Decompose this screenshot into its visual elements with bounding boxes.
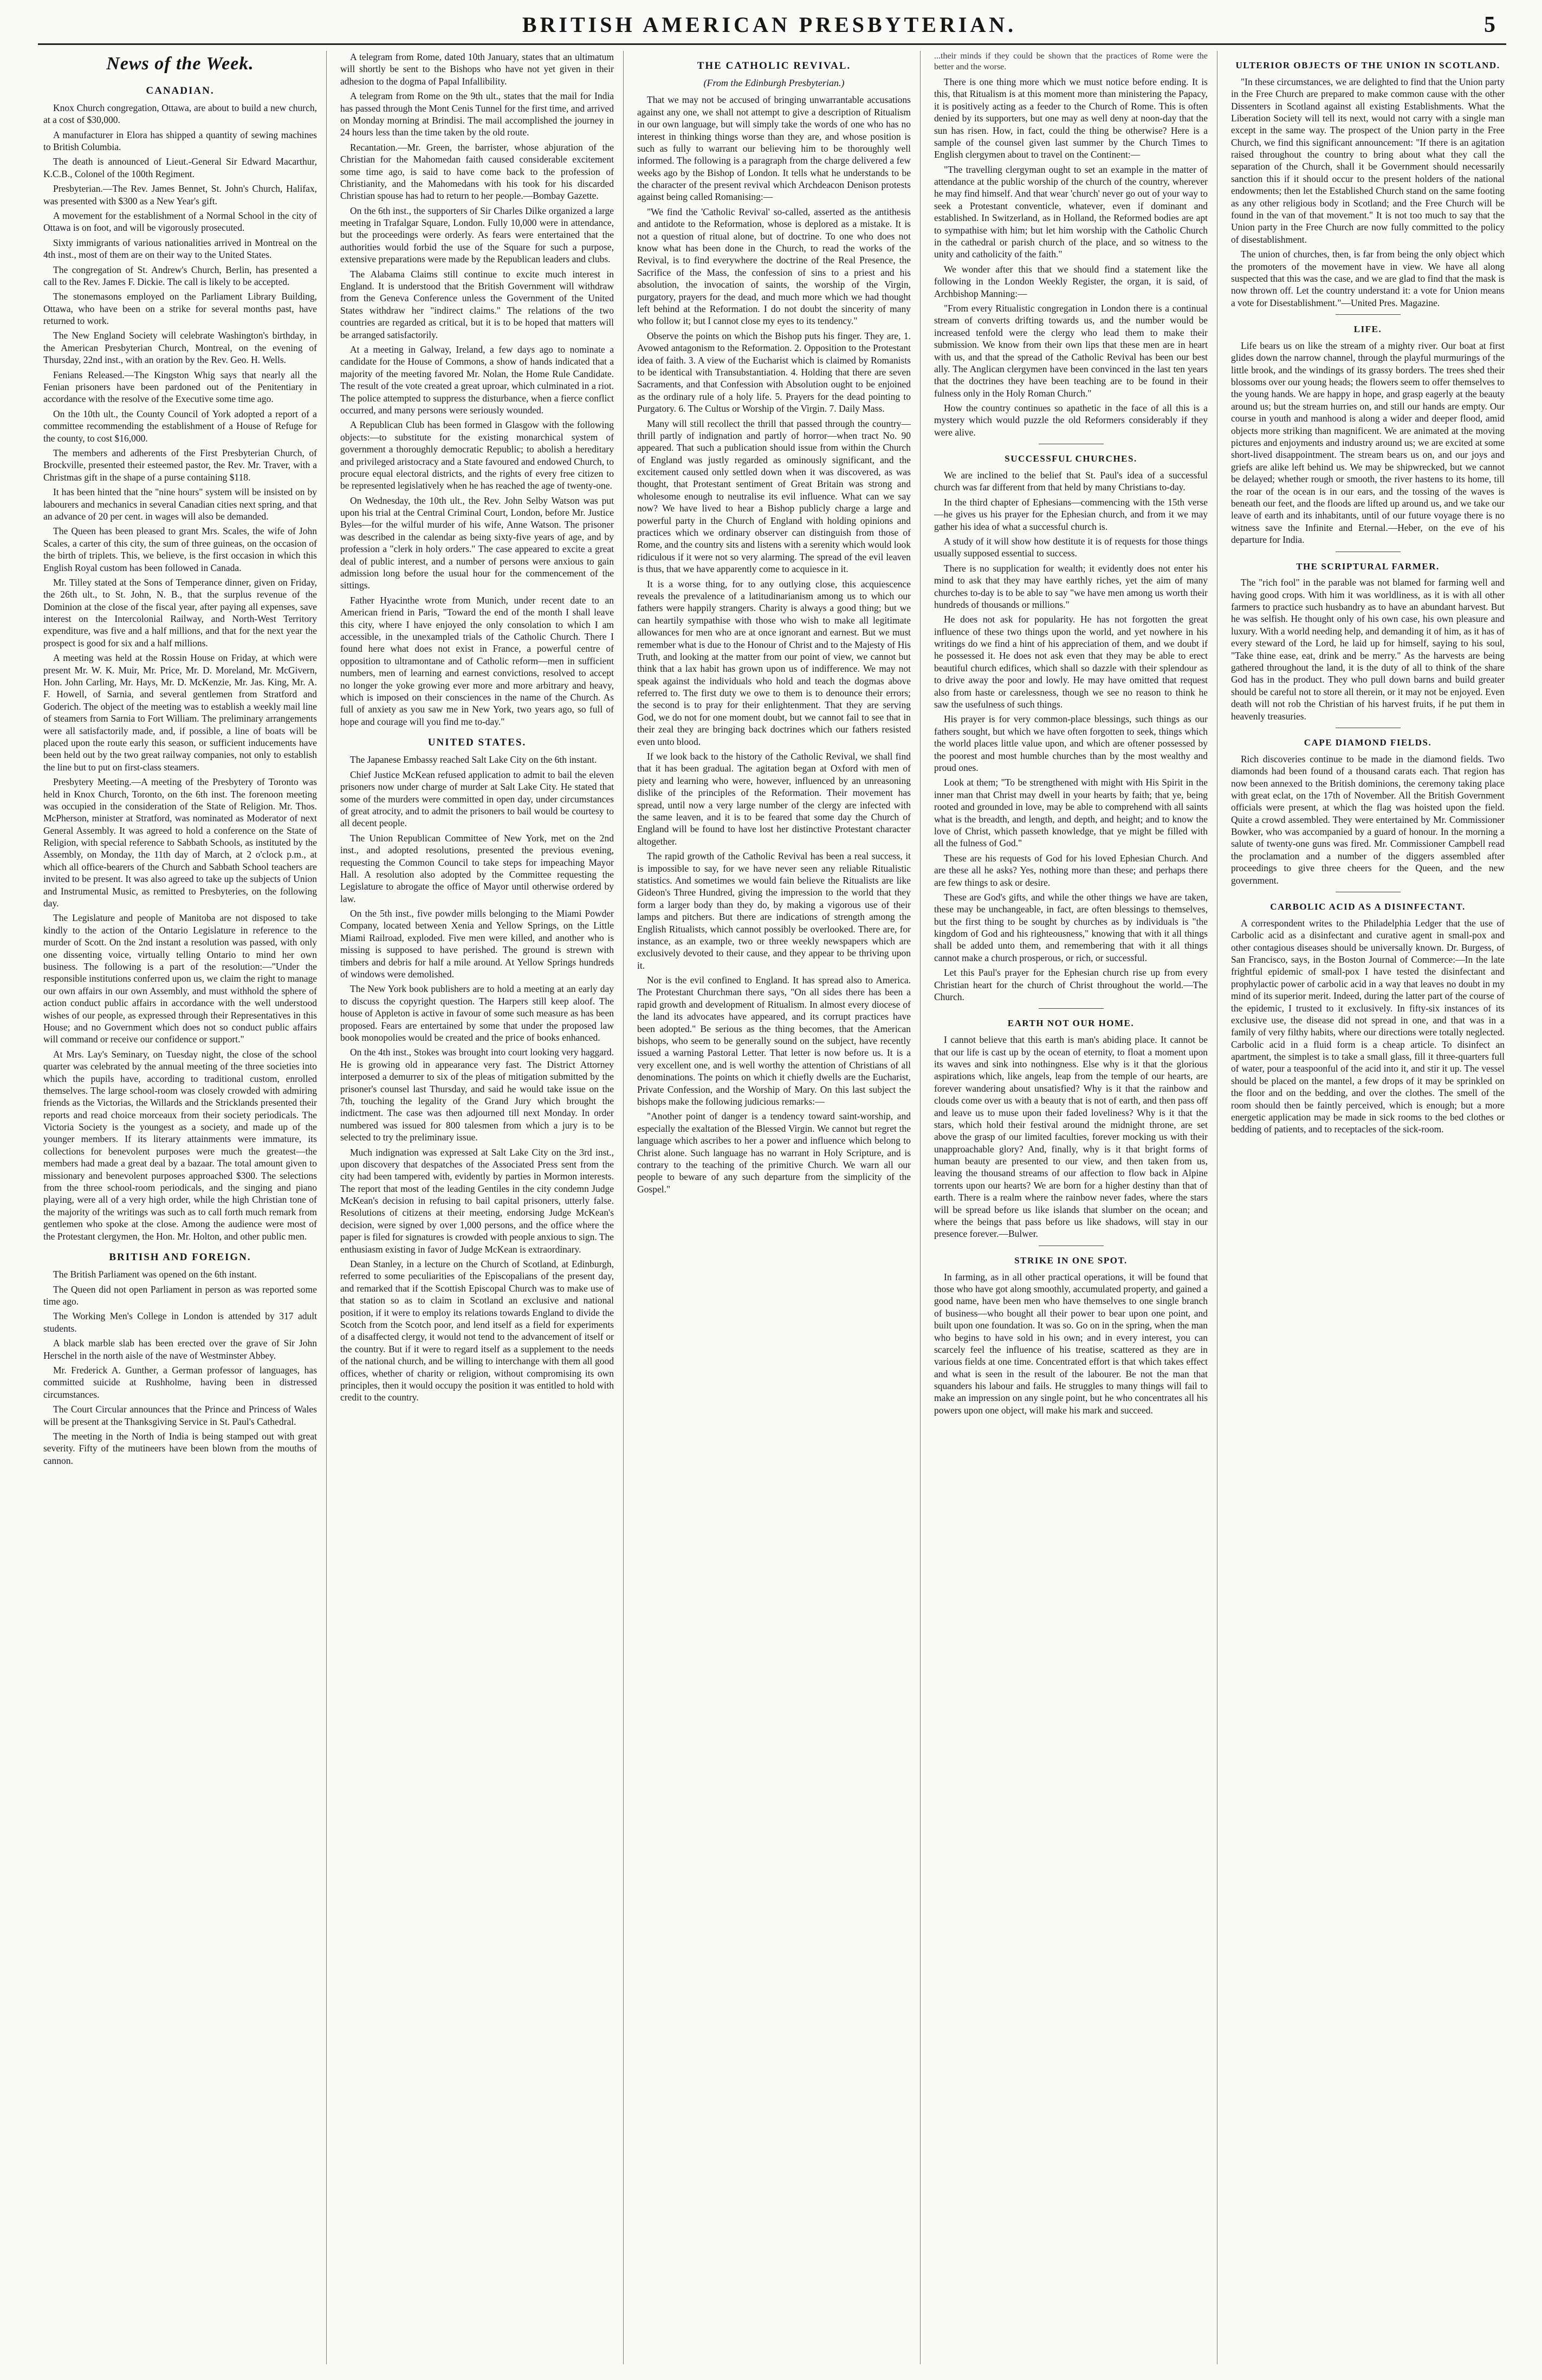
news-item: The death is announced of Lieut.-General Sir Edward Macarthur, K.C.B., Colonel of the 100th Regiment. [43, 156, 317, 179]
news-item: A telegram from Rome on the 9th ult., states that the mail for India has passed through the Mont Cenis Tunnel for the first time, and arrived on Monday morning at Brindisi. The mail accomplished the journey in 24 hours less than the time taken by the old route. [340, 90, 614, 138]
news-item: The Working Men's College in London is attended by 317 adult students. [43, 1311, 317, 1334]
article-paragraph: It is a worse thing, for to any outlying close, this acquiescence reveals the prevalence of a latitudinarianism among us to which our fathers were happily strangers. Charity is always a good thing; but we can heartily sympathise with those who wish to make all legitimate allowances for men who are at once ignorant and earnest. But we must remember what is due to the Honour of Christ and to the Majesty of His Truth, and looking at the matter from our point of view, we cannot but think that a lax habit has grown upon us of indifference. We may not speak against the individuals who hold and teach the dogmas above referred to. The first duty we owe to them is to denounce their errors; the second is to pray for their enlightenment. That they are serving God, we do not for one moment doubt, but we cannot fail to see that in their zeal they are bringing back doctrines which our fathers resisted even unto blood. [637, 578, 911, 747]
heading-strike-in-one-spot: STRIKE IN ONE SPOT. [1014, 1255, 1128, 1266]
article-paragraph: These are God's gifts, and while the other things we have are taken, these may be unchangeable, in fact, are often blessings to themselves, but the first thing to be sought by churches as by individuals is "the kingdom of God and his righteousness," knowing that with it all things shall be added unto them, and remembering that with it all things cannot make a church prosperous, or rich, or successful. [934, 891, 1208, 963]
news-item: The stonemasons employed on the Parliament Library Building, Ottawa, who have been on a strike for several months past, have returned to work. [43, 291, 317, 327]
page-number: 5 [1484, 12, 1495, 37]
article-paragraph: The "rich fool" in the parable was not blamed for farming well and having good crops. With him it was worldliness, as it is with all other farmers to practice such husbandry as to have an abundant harvest. But he was selfish. He thought only of his own case, his own pleasure and luxury. With a world needing help, and demanding it of him, as it has of every steward of the Lord, he laid up for himself, saying to his soul, "Take thine ease, eat, drink and be merry." As the harvests are being gathered throughout the land, it is the duty of all to think of the share God has in the product. They who pull down barns and build greater should be careful not to store all therein, or it may not be enjoyed. Even death will not rob the Christian of his harvest fruits, if he put them in heavenly treasuries. [1231, 577, 1505, 722]
heading-canadian: CANADIAN. [146, 85, 215, 96]
newspaper-title: BRITISH AMERICAN PRESBYTERIAN. [522, 12, 1017, 37]
news-item: On the 10th ult., the County Council of York adopted a report of a committee recommending the establishment of a House of Refuge for the county, to cost $16,000. [43, 408, 317, 444]
column-4 [934, 51, 1208, 2364]
article-paragraph: Many will still recollect the thrill that passed through the country—thrill partly of indignation and partly of horror—when tract No. 90 appeared. That such a publication should issue from within the Church of England was justly regarded as ominously significant, and the excitement caused only settled down when it was discovered, as was thought, that Protestant sentiment of Great Britain was strong and wholesome enough to neutralise its evil influence. What can we say now? We have lived to hear a Bishop publicly charge a large and powerful party in the Church of England with holding opinions and practices which we ordinary observer can distinguish from those of Rome, and the country sits and listens with a serenity which would look ridiculous if it were not so very alarming. The spread of the evil leaven is thus, that we have apparently come to acquiesce in it. [637, 418, 911, 575]
masthead-rule [38, 43, 1506, 45]
news-item: On the 5th inst., five powder mills belonging to the Miami Powder Company, located between Xenia and Yellow Springs, on the Little Miami Railroad, exploded. Five men were killed, and another who is missing is supposed to have perished. The ground is strewn with timbers and debris for half a mile around. At Yellow Springs hundreds of windows were demolished. [340, 908, 614, 980]
news-item: Sixty immigrants of various nationalities arrived in Montreal on the 4th inst., most of them are on their way to the United States. [43, 237, 317, 261]
article-paragraph: There is one thing more which we must notice before ending. It is this, that Ritualism is at this moment more than ministering the Papacy, it is positively acting as a feeder to the Church of Rome. This is often denied by its supporters, but one may as well deny at noon-day that the sun has risen. How, in fact, could the thing be otherwise? Here is a sample of the counsel given last summer by the Church Times to English clergymen about to travel on the Continent:— [934, 76, 1208, 160]
news-item: On the 4th inst., Stokes was brought into court looking very haggard. He is growing old in appearance very fast. The District Attorney interposed a demurrer to six of the pleas of mitigation submitted by the prisoner's counsel last Thursday, and said he would take issue on the 7th, touching the legality of the Grand Jury which brought the indictment. The case was then adjourned till next Monday. In order numbered was issued for 800 talesmen from which a jury is to be selected to try the preliminary issue. [340, 1047, 614, 1143]
article-paragraph: Life bears us on like the stream of a mighty river. Our boat at first glides down the narrow channel, through the playful murmurings of the little brook, and the windings of its grassy borders. The trees shed their blossoms over our young heads; the flowers seem to offer themselves to the young hands. We are happy in hope, and grasp eagerly at the beauty around us; but the stream hurries on, and still our hands are empty. Our course in youth and manhood is along a wider and deeper flood, amid objects more striking than magnificent. We are animated at the moving pictures and enjoyments and industry around us; we are excited at some short-lived disappointment. The stream bears us on, and our joys and griefs are alike left behind us. We may be shipwrecked, but we cannot be delayed; whether rough or smooth, the river hastens to its home, till the roar of the ocean is in our ears, and the tossing of the waves is beneath our feet, and the floods are lifted up around us, and we take our leave of earth and its inhabitants, until of our future voyage there is no witness save the Infinite and Eternal.—Heber, on the eve of his departure for India. [1231, 340, 1505, 546]
news-item: The New England Society will celebrate Washington's birthday, in the American Presbyterian Church, Montreal, on the evening of Thursday, 22nd inst., with an oration by the Rev. Geo. H. Wells. [43, 330, 317, 366]
heading-ulterior-objects: ULTERIOR OBJECTS OF THE UNION IN SCOTLAND. [1235, 60, 1500, 70]
heading-earth-not-our-home: EARTH NOT OUR HOME. [1007, 1018, 1135, 1029]
heading-british-and-foreign: BRITISH AND FOREIGN. [109, 1251, 251, 1263]
news-item: At Mrs. Lay's Seminary, on Tuesday night, the close of the school quarter was celebrated by the annual meeting of the three societies into which the pupils have, according to traditional custom, enrolled themselves. The large school-room was closely crowded with admiring friends as the Victorias, the Willards and the Stricklands presented their reports and read choice morceaux from their society periodicals. The Victoria Society is the youngest as a society, and made up of the younger members. If its literary attainments were immature, its collections for benevolent purposes were much the greatest—the members had made a great deal by a bazaar. The total amount given to missionary and benevolent purposes approached $300. The selections from the three school-room periodicals, and the singing and piano playing, were all of a very high order, while the high Christian tone of the majority of the writings was such as to call forth much remark from gentlemen who spoke at the close. Among the audience were most of the Protestant clergymen, the Hon. Mr. Holton, and other public men. [43, 1048, 317, 1242]
article-paragraph: How the country continues so apathetic in the face of all this is a mystery which would puzzle the old Reformers considerably if they were alive. [934, 403, 1208, 438]
section-rule [1039, 1008, 1104, 1009]
article-paragraph: We wonder after this that we should find a statement like the following in the London Weekly Register, the organ, it is said, of Archbishop Manning:— [934, 263, 1208, 299]
heading-cape-diamond-fields: CAPE DIAMOND FIELDS. [1304, 737, 1432, 748]
news-item: A movement for the establishment of a Normal School in the city of Ottawa is on foot, and will be vigorously prosecuted. [43, 210, 317, 234]
news-item: A meeting was held at the Rossin House on Friday, at which were present Mr. W. K. Muir, Mr. Price, Mr. D. Moreland, Mr. McGivern, Hon. John Carling, Mr. Hays, Mr. D. McKenzie, Mr. Jas. King, Mr. A. F. Howell, of Sarnia, and several gentlemen from Stratford and Goderich. The object of the meeting was to establish a weekly mail line of steamers from Sarnia to Fort William. The preliminary arrangements were all satisfactorily made, and, if possible, a line of boats will be placed upon the route early this season, or sufficient inducements have been held out by the two great railway companies, not only to establish the line but to put on first-class steamers. [43, 652, 317, 773]
news-item: Mr. Frederick A. Gunther, a German professor of languages, has committed suicide at Rushholme, having been in distressed circumstances. [43, 1365, 317, 1400]
heading-scriptural-farmer: THE SCRIPTURAL FARMER. [1296, 561, 1440, 572]
news-item: The New York book publishers are to hold a meeting at an early day to discuss the copyright question. The Harpers still keep aloof. The house of Appleton is active in favour of some such measure as has been proposed. Fears are entertained by some that under the proposed law book monopolies would be created and the price of books enhanced. [340, 983, 614, 1043]
article-paragraph: "In these circumstances, we are delighted to find that the Union party in the Free Church are prepared to make common cause with the other Dissenters in Scotland against all existing Establishments. What the Liberation Society will tell its next, would not carry with a single man except in the same way. The prospect of the Union party in the Free Church, we find this significant announcement: "If there is an agitation raised throughout the country to bring about what they call the separation of the Church, shall it be Government should necessarily sanction this if it should occur to the present holders of the national endowments; then let the Established Church stand on the same footing as any other religious body in Scotland; and the Free Church will be found in the van of that movement." It is not too much to say that the Union party in the Free Church are now fully committed to the policy of disestablishment. [1231, 76, 1505, 245]
heading-successful-churches: SUCCESSFUL CHURCHES. [1005, 453, 1137, 464]
masthead [38, 12, 1501, 43]
continued-text: ...their minds if they could be shown that the practices of Rome were the better and the worse. [934, 51, 1208, 72]
news-item: Fenians Released.—The Kingston Whig says that nearly all the Fenian prisoners have been pardoned out of the Penitentiary in accordance with the resolve of the Executive some time ago. [43, 369, 317, 405]
news-item: Much indignation was expressed at Salt Lake City on the 3rd inst., upon discovery that despatches of the Associated Press sent from the city had been tampered with, evidently by parties in Mormon interests. The report that most of the leading Gentiles in the city condemn Judge McKean's decision in refusing to bail capital prisoners, utterly false. Resolutions of citizens at their meeting, endorsing Judge McKean's decision, were signed by over 1,000 persons, and the office where the paper is filed for signatures is crowded with people anxious to sign. The enthusiasm existing in favor of Judge McKean is extraordinary. [340, 1146, 614, 1255]
article-paragraph: Rich discoveries continue to be made in the diamond fields. Two diamonds had been found of a thousand carats each. That region has now been annexed to the British dominions, the ceremony taking place with great eclat, on the 17th of November. All the British Government officials were present, at which the flag was hoisted upon the field. Quite a crowd assembled. They were entertained by Mr. Commissioner Bowker, who was accompanied by a guard of honour. In the morning a salute of twenty-one guns was fired. Mr. Commissioner Campbell read the proclamation and a number of the diggers assembled after proceedings to give three cheers for the Queen, and the new government. [1231, 753, 1505, 886]
news-item: A manufacturer in Elora has shipped a quantity of sewing machines to British Columbia. [43, 129, 317, 152]
news-item: Mr. Tilley stated at the Sons of Temperance dinner, given on Friday, the 26th ult., to St. John, N. B., that the surplus revenue of the Dominion at the close of the fiscal year, after paying all expenses, save interest on the Intercolonial Railway, and North-West Territory expenditure, was five and a half millions, and that for the next year the prospect is good for six and a half millions. [43, 576, 317, 648]
column-1 [43, 51, 317, 2364]
news-item: It has been hinted that the "nine hours" system will be insisted on by labourers and mechanics in several Canadian cities next spring, and that an advance of 20 per cent. in wages will also be demanded. [43, 487, 317, 522]
news-item: A telegram from Rome, dated 10th January, states that an ultimatum will shortly be sent to the Bishops who have not yet given in their adhesion to the dogma of Papal Infallibility. [340, 51, 614, 87]
news-item: The Japanese Embassy reached Salt Lake City on the 6th instant. [350, 754, 597, 766]
article-paragraph: Observe the points on which the Bishop puts his finger. They are, 1. Avowed antagonism to the Reformation. 2. Opposition to the Protestant idea of faith. 3. A view of the Eucharist which is claimed by Romanists to be identical with Transubstantiation. 4. Holding that there are seven Sacraments, and that Confession with Absolution ought to be enjoined as the ordinary rule of a holy life. 5. Prayers for the dead pointing to Purgatory. 6. The Cultus or Worship of the Virgin. 7. Daily Mass. [637, 330, 911, 414]
news-item: On Wednesday, the 10th ult., the Rev. John Selby Watson was put upon his trial at the Central Criminal Court, London, before Mr. Justice Byles—for the wilful murder of his wife, Anne Watson. The prisoner was described in the calendar as being sixty-five years of age, and by profession a "clerk in holy orders." The case appeared to excite a great deal of public interest, and a number of persons were anxious to gain admission long before the usual hour for the commencement of the sittings. [340, 495, 614, 591]
column-divider [623, 51, 624, 2364]
news-item: Presbytery Meeting.—A meeting of the Presbytery of Toronto was held in Knox Church, Toronto, on the 6th inst. The forenoon meeting was occupied in the consideration of the State of Religion. Mr. Thos. McPherson, minister at Stratford, was nominated as Moderator of next General Assembly. It was agreed to hold a conference on the State of Religion, with special reference to Sabbath Schools, as instituted by the Assembly, on Monday, the 11th day of March, at 2 o'clock p.m., at which all office-bearers of the Church and Sabbath School teachers are invited to be present. It was also agreed to take up the subjects of Union and Instrumental Music, as remitted to Presbyteries, on the following day. [43, 776, 317, 909]
news-item: Father Hyacinthe wrote from Munich, under recent date to an American friend in Paris, "Toward the end of the month I shall leave this city, where I have enjoyed the only consolation to which I am accessible, in the unexampled trials of the Catholic Church. There I found here what does not exist in France, a powerful centre of opposition to ultramontane and of Catholic reform—men in sufficient numbers, men of learning and earnest convictions, resolved to accept no longer the yoke growing ever more and more arbitrary and heavy, which is imposed on their consciences in the name of the Church. As full of anxiety as you saw me in New York, two years ago, so full of hope and courage will you find me to-day." [340, 594, 614, 727]
heading-united-states: UNITED STATES. [427, 737, 527, 749]
news-item: The Queen did not open Parliament in person as was reported some time ago. [43, 1283, 317, 1307]
section-title-news-of-the-week: News of the Week. [106, 54, 254, 74]
section-rule [1336, 314, 1401, 315]
article-paragraph: His prayer is for very common-place blessings, such things as our fathers sought, but which we have often forgotten to seek, things which the world places little value upon, and which are oftener possessed by the poorest and most humble churches than by the most wealthy and proud ones. [934, 714, 1208, 773]
article-paragraph: The union of churches, then, is far from being the only object which the promoters of the movement have in view. We have all along suspected that this was the case, and we are glad to find that the mask is now thrown off. Let the country understand it: a vote for Union means a vote for Disestablishment."—United Pres. Magazine. [1231, 249, 1505, 308]
article-paragraph: Look at them; "To be strengthened with might with His Spirit in the inner man that Christ may dwell in your hearts by faith; that ye, being rooted and grounded in love, may be able to comprehend with all saints what is the breadth, and length, and depth, and height; and to know the love of Christ, which passeth knowledge, that ye might be filled with all the fulness of God." [934, 777, 1208, 849]
article-paragraph: "From every Ritualistic congregation in London there is a continual stream of converts drifting towards us, and the number would be increased tenfold were the clergy who lead them to make their submission. We know from their own lips that these men are in heart with us, and that the spread of the Catholic Revival has been our best ally. The Anglican clergymen have been convinced in the last ten years that the doctrines they have been teaching are to be found in their fulness only in the Holy Roman Church." [934, 302, 1208, 399]
article-paragraph: That we may not be accused of bringing unwarrantable accusations against any one, we shall not attempt to give a description of Ritualism in our own language, but will simply take the words of one who has no interest in thinking things worse than they are, and whose position is such as fully to warrant our believing him to be thoroughly well informed. The following is a paragraph from the charge delivered a few weeks ago by the Bishop of London. It tells what he understands to be the character of the present revival which Archdeacon Denison protests against being called Romanising:— [637, 94, 911, 203]
news-item: The British Parliament was opened on the 6th instant. [53, 1269, 257, 1280]
news-item: A Republican Club has been formed in Glasgow with the following objects:—to substitute for the existing monarchical system of government a thoroughly democratic Republic; to abolish a hereditary and privileged aristocracy and a State favoured and endowed Church, to procure equal electoral districts, and the rights of every free citizen to be represented legislatively when he has reached the age of twenty-one. [340, 419, 614, 491]
news-item: Recantation.—Mr. Green, the barrister, whose abjuration of the Christian for the Mahomedan faith caused considerable excitement some time ago, is said to have come back to the profession of Christianity, and the Mahomedans with his took for his discarded Christian spouse has had to return to her people.—Bombay Gazette. [340, 141, 614, 202]
article-paragraph: These are his requests of God for his loved Ephesian Church. And are these all he asks? Yes, nothing more than these; and perhaps there are few things to ask or desire. [934, 852, 1208, 888]
article-source: (From the Edinburgh Presbyterian.) [703, 77, 845, 89]
heading-catholic-revival: THE CATHOLIC REVIVAL. [697, 60, 851, 72]
article-paragraph: I cannot believe that this earth is man's abiding place. It cannot be that our life is cast up by the ocean of eternity, to float a moment upon its waves and sink into nothingness. Else why is it that the glorious aspirations which, like angels, leap from the temple of our hearts, are forever wandering about unsatisfied? Why is it that the rainbow and clouds come over us with a beauty that is not of earth, and then pass off and leave us to muse upon their faded loveliness? Why is it that the stars, which hold their festival around the midnight throne, are set above the grasp of our limited faculties, forever mocking us with their unapproachable glory? And, finally, why is it that bright forms of human beauty are presented to our view, and then taken from us, leaving the thousand streams of our affection to flow back in Alpine torrents upon our hearts? We are born for a higher destiny than that of earth. There is a realm where the rainbow never fades, where the stars will be spread before us like islands that slumber on the ocean; and where the beings that pass before us like shadows, will stay in our presence forever.—Bulwer. [934, 1034, 1208, 1240]
news-item: Knox Church congregation, Ottawa, are about to build a new church, at a cost of $30,000. [43, 102, 317, 126]
news-item: The meeting in the North of India is being stamped out with great severity. Fifty of the mutineers have been blown from the mouths of cannon. [43, 1430, 317, 1466]
article-paragraph: The rapid growth of the Catholic Revival has been a real success, it is impossible to say, for we have never seen any reliable Ritualistic statistics. And sometimes we would fain believe the Ritualists are like Gideon's Three Hundred, giving the impression to the world that they form a larger body than they do, by making a vigorous use of their lamps and pitchers. But there are indications of strength among the English Ritualists, which cannot possibly be overlooked. There are, for instance, as an example, two or three weekly newspapers which are exclusively devoted to their cause, and they appear to be thriving upon it. [637, 851, 911, 971]
article-paragraph: If we look back to the history of the Catholic Revival, we shall find that it has been gradual. The agitation began at Oxford with men of piety and learning who were, however, influenced by an unreasoning dislike of the principles of the Reformation. Their movement has spread, until now a very large number of the clergy are infected with the same leaven, and it is to be feared that some day the Church of England will be found to have lost her distinctive Protestant character altogether. [637, 751, 911, 847]
column-3 [637, 51, 911, 2364]
news-item: On the 6th inst., the supporters of Sir Charles Dilke organized a large meeting in Trafalgar Square, London. Fully 10,000 were in attendance, but the proceedings were orderly. As fears were entertained that the authorities would forbid the use of the Square for such a purpose, extensive preparations were made by the Republican leaders and clubs. [340, 205, 614, 265]
news-item: A black marble slab has been erected over the grave of Sir John Herschel in the north aisle of the nave of Westminster Abbey. [43, 1338, 317, 1361]
article-paragraph: "We find the 'Catholic Revival' so-called, asserted as the antithesis and antidote to the Reformation, whose is deplored as a mistake. It is not a question of ritual alone, but of doctrine. To one who does not know what has been done in the Church, to read the works of the Revival, is to find everywhere the doctrine of the Real Presence, the Sacrifice of the Mass, the confession of sins to a priest and his absolution, the invocation of saints, the worship of the Virgin, purgatory, prayers for the dead, and much more which we had thought left behind at the Reformation. I do not doubt the sincerity of many who follow it; but I cannot close my eyes to its tendency." [637, 206, 911, 327]
news-item: The Legislature and people of Manitoba are not disposed to take kindly to the action of the Ontario Legislature in reference to the murder of Scott. On the 2nd instant a resolution was passed, with only one dissenting voice, virtually telling Ontario to mind her own business. The following is a part of the resolution:—"Under the responsible institutions conferred upon us, we claim the right to manage our own affairs in our own Assembly, and must withhold the sphere of action conduct public affairs in accordance with the well understood wishes of our people, as expressed through their Representatives in this House; and no Government which does not so conduct public affairs will command or receive our confidence or support." [43, 912, 317, 1045]
heading-life: LIFE. [1353, 324, 1382, 335]
column-5 [1231, 51, 1505, 2364]
news-item: The Court Circular announces that the Prince and Princess of Wales will be present at the Thanksgiving Service in St. Paul's Cathedral. [43, 1404, 317, 1427]
news-item: Chief Justice McKean refused application to admit to bail the eleven prisoners now under charge of murder at Salt Lake City. He stated that some of the murders were committed in open day, under circumstances of great atrocity, and to admit the prisoners to bail would be courtesy to all decent people. [340, 769, 614, 829]
article-paragraph: In farming, as in all other practical operations, it will be found that those who have got along smoothly, accumulated property, and gained a good name, have been men who have themselves to one single branch of business—who bought all their power to bear upon one point, and built upon one foundation. It was so. Go on in the spring, when the man who begins to have sold in his own; and in every interest, you can scarcely feel the influence of his treatise, scattered as they are in various fields at one time. Concentrated effort is that which takes effect and what is seen in the result of the labourer. Be not the man that squanders his labour and fails. He struggles to many things will fail to make an impression on any single point, but he who concentrates all his powers upon one object, will make his mark and succeed. [934, 1271, 1208, 1416]
article-paragraph: In the third chapter of Ephesians—commencing with the 15th verse—he gives us his prayer for the Ephesian church, and from it we may gather his idea of what a successful church is. [934, 496, 1208, 532]
article-paragraph: "The travelling clergyman ought to set an example in the matter of attendance at the public worship of the church of the country, wherever he may find himself. And that wear 'church' never go out of your way to seek a Protestant conventicle, whatever, even if dominant and established. In Switzerland, as in Holland, the Reformed bodies are apt to sympathise with him; but let him worship with the Catholic Church in the cathedral or parish church of the place, and so witness to the unity and catholicity of the faith." [934, 164, 1208, 260]
news-item: The Alabama Claims still continue to excite much interest in England. It is understood that the British Government will withdraw from the Geneva Conference unless the Government of the United States withdraw her "indirect claims." The relations of the two countries are regarded as critical, but it is to be hoped that matters will be arranged satisfactorily. [340, 268, 614, 340]
news-item: The congregation of St. Andrew's Church, Berlin, has presented a call to the Rev. James F. Dickie. The call is likely to be accepted. [43, 264, 317, 287]
article-paragraph: A study of it will show how destitute it is of requests for those things usually supposed essential to success. [934, 535, 1208, 559]
news-item: The Union Republican Committee of New York, met on the 2nd inst., and adopted resolutions, presented the previous evening, requesting the Common Council to take steps for impeaching Mayor Hall. A resolution also adopted by the Committee requesting the Legislature to abrogate the office of Mayor until otherwise ordered by law. [340, 832, 614, 904]
news-item: Presbyterian.—The Rev. James Bennet, St. John's Church, Halifax, was presented with $300 as a New Year's gift. [43, 183, 317, 206]
news-item: At a meeting in Galway, Ireland, a few days ago to nominate a candidate for the House of Commons, a show of hands indicated that a majority of the meeting favored Mr. Nolan, the Home Rule Candidate. The result of the vote created a great uproar, which culminated in a riot. The police attempted to suppress the disturbance, when a fierce conflict occurred, and many persons were seriously wounded. [340, 343, 614, 416]
news-item: The Queen has been pleased to grant Mrs. Scales, the wife of John Scales, a carter of this city, the sum of three guineas, on the occasion of the birth of triplets. This, we believe, is the first occasion in which this English Royal custom has been followed in Canada. [43, 526, 317, 573]
column-2 [340, 51, 614, 2364]
article-paragraph: "Another point of danger is a tendency toward saint-worship, and especially the exaltation of the Blessed Virgin. We cannot but regret the language which ascribes to her a power and influence which belong to Christ alone. Such language has no warrant in Holy Scripture, and is contrary to the teaching of the primitive Church. We warn all our people to beware of any such departure from the simplicity of the Gospel." [637, 1111, 911, 1195]
article-paragraph: Let this Paul's prayer for the Ephesian church rise up from every Christian heart for the church of Christ throughout the world.—The Church. [934, 967, 1208, 1003]
article-paragraph: We are inclined to the belief that St. Paul's idea of a successful church was far different from that held by many Christians to-day. [934, 470, 1208, 493]
article-paragraph: A correspondent writes to the Philadelphia Ledger that the use of Carbolic acid as a disinfectant and curative agent in small-pox and other contagious diseases should be universally known. Dr. Burgess, of San Francisco, says, in the Boston Journal of Commerce:—In the late frightful epidemic of small-pox I have tested the disinfectant and prophylactic power of carbolic acid in a way that leaves no doubt in my mind of its superior merit. Indeed, during the latter part of the course of the epidemic, I trusted to it exclusively. In fifty-six instances of its exclusive use, the disease did not spread in one, and that was in a family of very filthy habits, where our directions were totally neglected. Carbolic acid in a fluid form is a cheap article. To disinfect an apartment, the simplest is to take a small glass, fill it three-quarters full of water, pour a teaspoonful of the acid into it, and stir it up. The vessel should be placed on the mantel, a few drops of it may be sprinkled on the floor and on the bedding, and over the clothes. The smell of the room should then be faintly perceived, which is enough; but a more energetic application may be made in sick rooms to the bed clothes or bedding of patients, and to receptacles of the sick-room. [1231, 917, 1505, 1135]
article-paragraph: He does not ask for popularity. He has not forgotten the great influence of these two things upon the world, and yet nowhere in his writings do we find a hint of his appreciation of them, and we doubt if he possessed it. He does not ask even that they may be able to erect beautiful church edifices, which shall so dazzle with their splendour as to drive away the poor and lowly. He may have omitted that request also from haste or carelessness, though we see no reason to think he saw the usefulness of such things. [934, 614, 1208, 710]
column-divider [326, 51, 327, 2364]
article-paragraph: Nor is the evil confined to England. It has spread also to America. The Protestant Churchman there says, "On all sides there has been a rapid growth and development of Ritualism. In almost every diocese of the land its advocates have appeared, and its corrupt practices have been adopted." Be serious as the thing becomes, that the American bishops, who seem to be generally sound on the subject, have recently issued a warning Pastoral Letter. That letter is now before us. It is a very excellent one, and is well worthy the attention of Christians of all denominations. The points on which it chiefly dwells are the Eucharist, Private Confession, and the Worship of Mary. On this last subject the bishops make the following judicious remarks:— [637, 975, 911, 1107]
heading-carbolic-acid: CARBOLIC ACID AS A DISINFECTANT. [1270, 902, 1466, 912]
news-item: The members and adherents of the First Presbyterian Church, of Brockville, presented their esteemed pastor, the Rev. Mr. Traver, with a Christmas gift in the shape of a purse containing $118. [43, 447, 317, 483]
news-item: Dean Stanley, in a lecture on the Church of Scotland, at Edinburgh, referred to some peculiarities of the Episcopalians of the present day, and remarked that if the Scottish Episcopal Church was to make use of that station so as to claim in Scotland an exclusive and national position, if it were to employ its relations towards England to divide the Scotch from the Scotch poor, and lend itself as a field for experiments of a disaffected clergy, it would not tend to the advancement of itself or the country. But if it were to regard itself as a supplement to the needs of the national church, and be willing to interchange with them all good offices, whether of charity or religion, without compromising its own principles, then it would occupy the position it was entitled to hold with credit to the country. [340, 1259, 614, 1403]
article-paragraph: There is no supplication for wealth; it evidently does not enter his mind to ask that they may have earthly riches, yet the aim of many churches to-day is to be able to say "we have men among us worth their hundreds of thousands or millions." [934, 562, 1208, 610]
column-divider [920, 51, 921, 2364]
